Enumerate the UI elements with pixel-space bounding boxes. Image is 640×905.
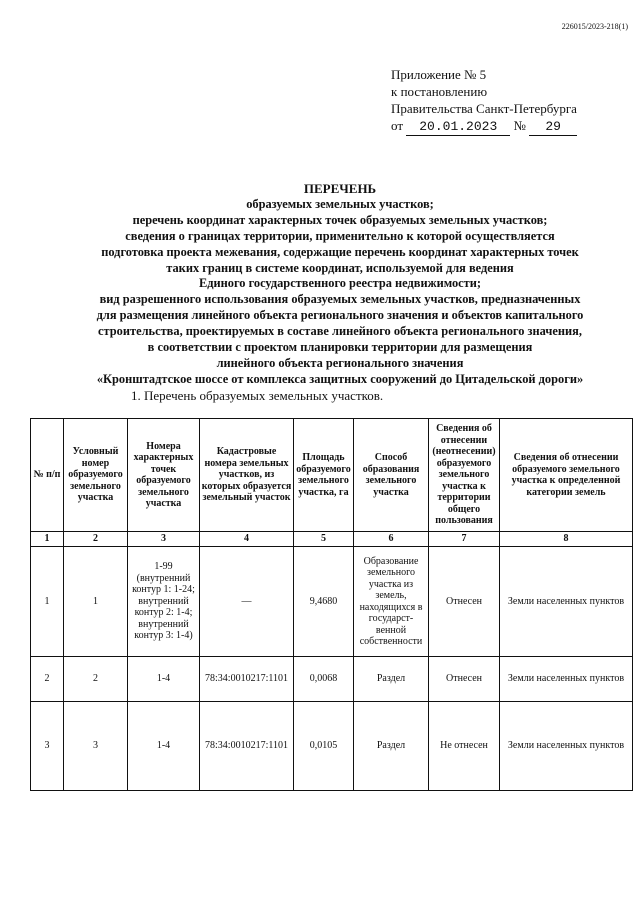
table-cell: 3 [64, 702, 128, 791]
table-cell: Отнесен [429, 547, 500, 657]
appendix-date: 20.01.2023 [406, 118, 510, 136]
table-cell: 78:34:0010217:1101 [200, 702, 294, 791]
column-header: № п/п [31, 419, 64, 532]
appendix-date-line [391, 117, 577, 136]
column-header: Номера характерных точек образуемого земельного участка [128, 419, 200, 532]
title-line: вид разрешенного использования образуемых земельных участков, предназначенных [99, 292, 581, 307]
table-cell: Земли населенных пунктов [500, 657, 633, 702]
title-block [60, 181, 620, 388]
column-header: Кадастровые номера земельных участков, из которых образуется земельный участок [200, 419, 294, 532]
table-cell: 78:34:0010217:1101 [200, 657, 294, 702]
title-line: Единого государственного реестра недвижимости; [198, 276, 482, 291]
table-row [31, 657, 633, 702]
appendix-line-1: Приложение № 5 [391, 67, 487, 82]
column-number: 7 [429, 532, 500, 547]
title-line: «Кронштадтское шоссе от комплекса защитных сооружений до Цитадельской дороги» [96, 371, 584, 386]
table-cell: Отнесен [429, 657, 500, 702]
column-number: 8 [500, 532, 633, 547]
column-header: Площадь образуемого земельного участка, га [294, 419, 354, 532]
table-cell: 2 [31, 657, 64, 702]
appendix-block [391, 66, 577, 136]
title-line: перечень координат характерных точек образуемых земельных участков; [132, 212, 548, 227]
table-cell: 9,4680 [294, 547, 354, 657]
table-cell: 1-4 [128, 702, 200, 791]
table-cell: 0,0068 [294, 657, 354, 702]
column-number: 4 [200, 532, 294, 547]
column-header: Условный номер образуемого земельного участка [64, 419, 128, 532]
table-cell: Образование земельного участка из земель, находящихся в государст-венной собственности [354, 547, 429, 657]
table-cell: 0,0105 [294, 702, 354, 791]
column-number: 2 [64, 532, 128, 547]
land-plots-table [30, 418, 633, 791]
table-cell: Земли населенных пунктов [500, 702, 633, 791]
column-header: Способ образования земельного участка [354, 419, 429, 532]
title-line: для размещения линейного объекта регионального значения и объектов капитального [96, 308, 584, 323]
column-number-row [31, 532, 633, 547]
title-main: ПЕРЕЧЕНЬ [303, 181, 377, 196]
table-row [31, 702, 633, 791]
table-cell: 1-99 (внутренний контур 1: 1-24; внутренний контур 2: 1-4; внутренний контур 3: 1-4) [128, 547, 200, 657]
table-row [31, 547, 633, 657]
column-number: 5 [294, 532, 354, 547]
table-cell: 1 [64, 547, 128, 657]
title-line: в соответствии с проектом планировки территории для размещения [147, 340, 533, 355]
table-cell: Раздел [354, 702, 429, 791]
table-cell: 3 [31, 702, 64, 791]
appendix-line-3: Правительства Санкт-Петербурга [391, 101, 577, 116]
column-number: 6 [354, 532, 429, 547]
table-header-row [31, 419, 633, 532]
table-cell: 1 [31, 547, 64, 657]
column-header: Сведения об отнесении (неотнесении) образуемого земельного участка к территории общего пользования [429, 419, 500, 532]
table-cell: 1-4 [128, 657, 200, 702]
document-id: 226015/2023-218(1) [561, 22, 628, 31]
title-line: таких границ в системе координат, используемой для ведения [166, 260, 514, 275]
appendix-line-2: к постановлению [391, 84, 488, 99]
column-number: 1 [31, 532, 64, 547]
table-cell: — [200, 547, 294, 657]
date-prefix: от [391, 118, 404, 133]
table-cell: Не отнесен [429, 702, 500, 791]
column-header: Сведения об отнесении образуемого земельного участка к определенной категории земель [500, 419, 633, 532]
table-cell: 2 [64, 657, 128, 702]
title-line: сведения о границах территории, применительно к которой осуществляется [125, 228, 555, 243]
column-number: 3 [128, 532, 200, 547]
title-line: образуемых земельных участков; [246, 196, 434, 211]
table-cell: Раздел [354, 657, 429, 702]
title-line: линейного объекта регионального значения [216, 355, 464, 370]
appendix-number: 29 [529, 118, 577, 136]
section-title: 1. Перечень образуемых земельных участков. [131, 388, 384, 403]
table-cell: Земли населенных пунктов [500, 547, 633, 657]
title-line: подготовка проекта межевания, содержащие перечень координат характерных точек [101, 244, 579, 259]
title-line: строительства, проектируемых в составе линейного объекта регионального значения, [98, 324, 582, 339]
number-prefix: № [513, 118, 526, 133]
